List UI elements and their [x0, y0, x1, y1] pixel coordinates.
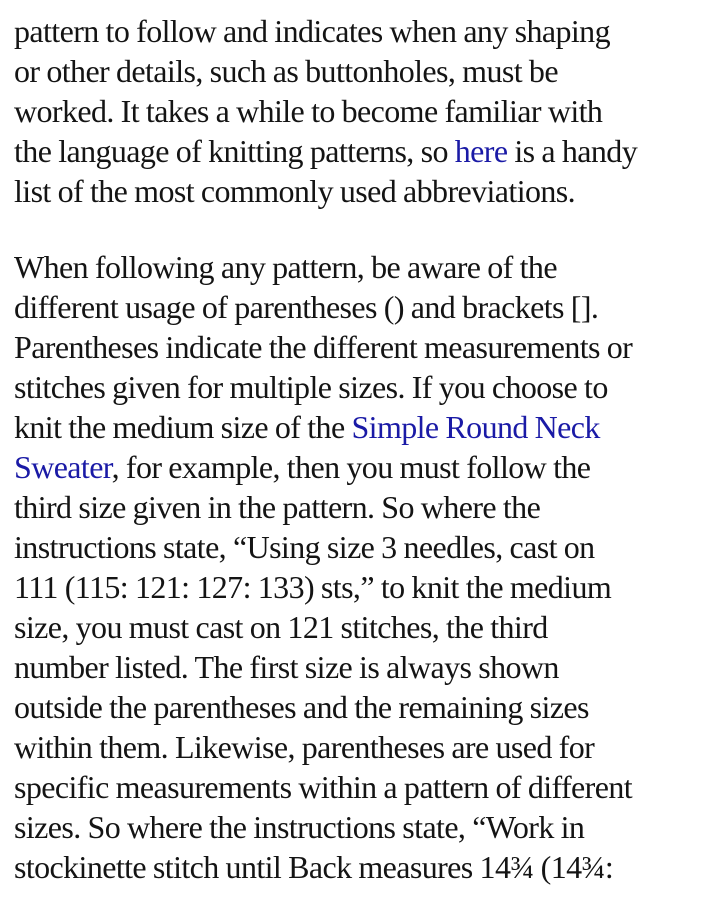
- text-line-with-link: [14, 407, 694, 447]
- text-line: within them. Likewise, parentheses are used for: [14, 729, 595, 765]
- text-fragment: the language of knitting patterns, so: [14, 133, 455, 169]
- text-line: worked. It takes a while to become familiar with: [14, 93, 603, 129]
- text-line: sizes. So where the instructions state, “Work in: [14, 809, 585, 845]
- text-fragment: , for example, then you must follow the: [111, 449, 591, 485]
- document-body: [14, 11, 694, 887]
- abbreviations-link[interactable]: here: [454, 133, 508, 169]
- text-line: or other details, such as buttonholes, must be: [14, 53, 558, 89]
- text-line: size, you must cast on 121 stitches, the third: [14, 609, 548, 645]
- text-line: outside the parentheses and the remaining sizes: [14, 689, 589, 725]
- text-line: pattern to follow and indicates when any shaping: [14, 13, 610, 49]
- text-line: stitches given for multiple sizes. If you choose to: [14, 369, 608, 405]
- paragraph-spacer: [14, 211, 694, 247]
- paragraph-2: [14, 247, 694, 887]
- text-line: list of the most commonly used abbreviations.: [14, 173, 576, 209]
- paragraph-1: [14, 11, 694, 211]
- text-line: number listed. The first size is always shown: [14, 649, 559, 685]
- text-fragment: is a handy: [507, 133, 638, 169]
- text-line: Parentheses indicate the different measurements or: [14, 329, 633, 365]
- text-line: When following any pattern, be aware of the: [14, 249, 557, 285]
- text-line: specific measurements within a pattern of different: [14, 769, 633, 805]
- text-line: different usage of parentheses () and brackets [].: [14, 289, 599, 325]
- text-line: 111 (115: 121: 127: 133) sts,” to knit the medium: [14, 569, 612, 605]
- sweater-pattern-link[interactable]: Simple Round Neck: [351, 409, 600, 445]
- text-line-with-link: [14, 131, 694, 171]
- text-line-with-link: [14, 447, 694, 487]
- text-line: third size given in the pattern. So where the: [14, 489, 541, 525]
- sweater-pattern-link-continued[interactable]: Sweater: [14, 449, 112, 485]
- text-fragment: knit the medium size of the: [14, 409, 352, 445]
- text-line: instructions state, “Using size 3 needles, cast on: [14, 529, 595, 565]
- text-line: stockinette stitch until Back measures 14¾ (14¾:: [14, 849, 614, 885]
